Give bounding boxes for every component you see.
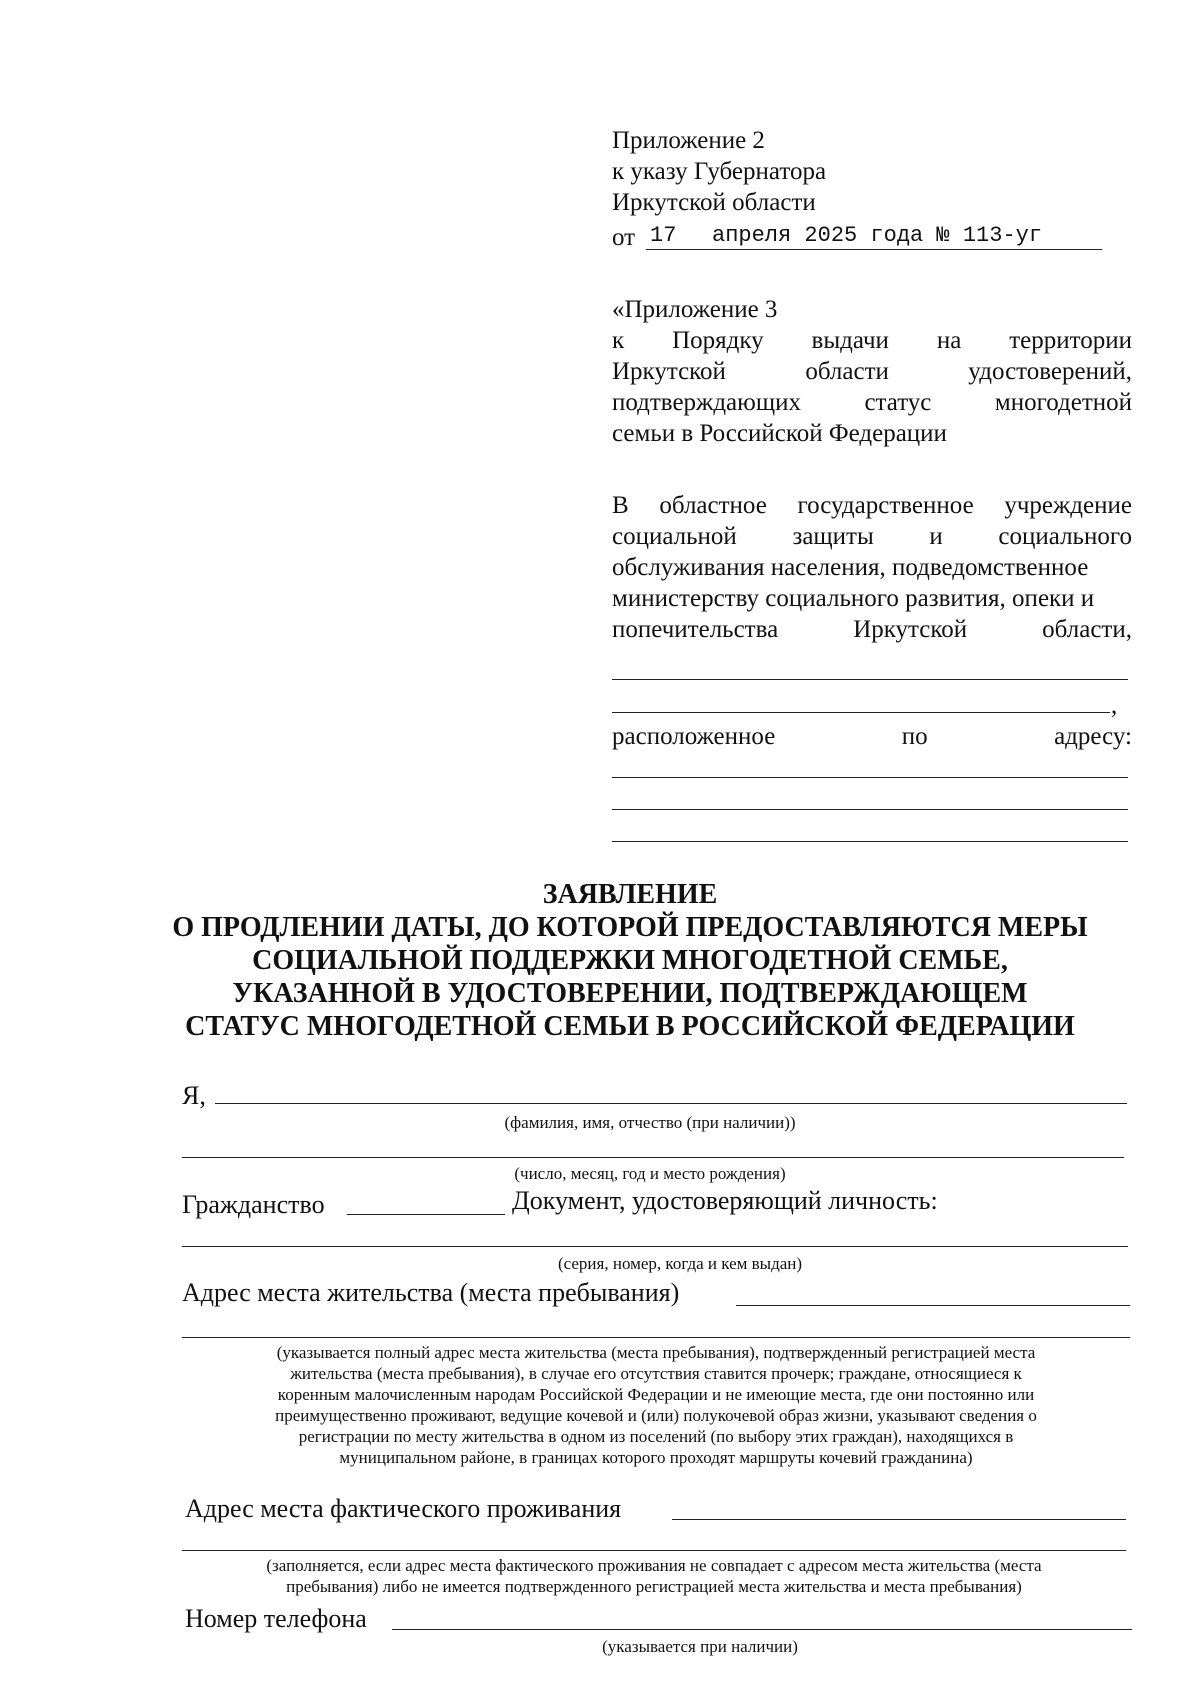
addressee-block bbox=[612, 490, 1132, 645]
located-line bbox=[612, 721, 1132, 752]
residence-hint bbox=[182, 1342, 1130, 1468]
hint-line: муниципальном районе, в границах которого проходят маршруты кочевий гражданина) bbox=[339, 1448, 973, 1467]
word: по bbox=[901, 723, 928, 750]
hint-line: регистрации по месту жительства в одном из поселений (по выбору этих граждан), находящихся в bbox=[298, 1427, 1014, 1446]
word: на bbox=[936, 327, 962, 354]
birth-hint: (число, месяц, год и место рождения) bbox=[514, 1164, 786, 1183]
citizenship-field[interactable] bbox=[347, 1214, 505, 1215]
appendix3-line-2 bbox=[612, 325, 1132, 356]
hint-line: преимущественно проживают, ведущие кочевой и (или) полукочевой образ жизни, указывают сведения о bbox=[275, 1406, 1037, 1425]
appendix-number: апреля 2025 года № 113-уг bbox=[712, 223, 1043, 248]
word: учреждение bbox=[1004, 492, 1132, 519]
title-line-3: СОЦИАЛЬНОЙ ПОДДЕРЖКИ МНОГОДЕТНОЙ СЕМЬЕ, bbox=[252, 945, 1008, 976]
residence-field-2[interactable] bbox=[182, 1337, 1130, 1338]
address-line-1[interactable] bbox=[612, 777, 1128, 778]
word: удостоверений, bbox=[968, 358, 1132, 385]
residence-label: Адрес места жительства (места пребывания) bbox=[182, 1278, 680, 1307]
word: социального bbox=[998, 523, 1132, 550]
word: к bbox=[612, 327, 625, 354]
word: Порядку bbox=[672, 327, 764, 354]
word: социальной bbox=[612, 523, 737, 550]
citizenship-label: Гражданство bbox=[182, 1190, 325, 1219]
title-line-5: СТАТУС МНОГОДЕТНОЙ СЕМЬИ В РОССИЙСКОЙ ФЕДЕРАЦИИ bbox=[185, 1011, 1075, 1042]
actual-address-field-2[interactable] bbox=[182, 1550, 1126, 1551]
word: территории bbox=[1009, 327, 1132, 354]
actual-address-field-1[interactable] bbox=[672, 1519, 1126, 1520]
phone-field[interactable] bbox=[392, 1629, 1132, 1630]
word: защиты bbox=[792, 523, 874, 550]
word: государственное bbox=[797, 492, 974, 519]
appendix-line-3: Иркутской области bbox=[612, 189, 816, 216]
phone-label: Номер телефона bbox=[185, 1604, 367, 1633]
address-line-2[interactable] bbox=[612, 809, 1128, 810]
appendix3-line-3 bbox=[612, 356, 1132, 387]
address-line-3[interactable] bbox=[612, 841, 1128, 842]
title-line-2: О ПРОДЛЕНИИ ДАТЫ, ДО КОТОРОЙ ПРЕДОСТАВЛЯЮТСЯ МЕРЫ bbox=[172, 912, 1088, 943]
word: статус bbox=[864, 389, 932, 416]
word: попечительства bbox=[612, 616, 779, 643]
document-hint: (серия, номер, когда и кем выдан) bbox=[557, 1254, 803, 1273]
hint-line: пребывания) либо не имеется подтвержденного регистрацией места жительства и места пребывания) bbox=[286, 1577, 1022, 1596]
appendix3-line-1: «Приложение 3 bbox=[612, 296, 778, 323]
actual-address-label: Адрес места фактического проживания bbox=[185, 1494, 622, 1523]
appendix-day: 17 bbox=[650, 223, 677, 248]
word: многодетной bbox=[994, 389, 1132, 416]
birth-field[interactable] bbox=[182, 1157, 1124, 1158]
actual-address-hint bbox=[182, 1555, 1126, 1597]
institution-comma: , bbox=[1111, 692, 1118, 719]
word: области bbox=[805, 358, 889, 385]
appendix-line-1: Приложение 2 bbox=[612, 127, 765, 154]
fio-field[interactable] bbox=[215, 1103, 1127, 1104]
appendix3-block bbox=[612, 294, 1132, 449]
residence-field-1[interactable] bbox=[736, 1305, 1130, 1306]
hint-line: коренным малочисленным народам Российской Федерации и не имеющие места, где они постоянно или bbox=[277, 1385, 1035, 1404]
hint-line: жительства (места пребывания), в случае его отсутствия ставится прочерк; граждане, относящиеся к bbox=[290, 1364, 1022, 1383]
word: областное bbox=[659, 492, 767, 519]
appendix-header bbox=[612, 125, 826, 218]
word: В bbox=[612, 492, 629, 519]
appendix-from-label: от bbox=[612, 224, 636, 251]
word: адресу: bbox=[1054, 723, 1132, 750]
appendix-date-line bbox=[612, 222, 1104, 254]
i-label: Я, bbox=[182, 1081, 206, 1110]
appendix3-line-4 bbox=[612, 387, 1132, 418]
word: Иркутской bbox=[853, 616, 968, 643]
word: расположенное bbox=[612, 723, 776, 750]
phone-hint: (указывается при наличии) bbox=[602, 1637, 798, 1656]
fio-hint: (фамилия, имя, отчество (при наличии)) bbox=[504, 1113, 796, 1132]
document-title bbox=[150, 878, 1110, 1043]
addressee-line-3: обслуживания населения, подведомственное bbox=[612, 554, 1089, 581]
document-field[interactable] bbox=[182, 1246, 1128, 1247]
word: подтверждающих bbox=[612, 389, 801, 416]
title-line-1: ЗАЯВЛЕНИЕ bbox=[542, 879, 718, 910]
appendix-line-2: к указу Губернатора bbox=[612, 158, 827, 185]
word: и bbox=[929, 523, 943, 550]
word: выдачи bbox=[811, 327, 889, 354]
addressee-line-1 bbox=[612, 490, 1132, 521]
institution-name-line-2[interactable] bbox=[612, 712, 1110, 713]
word: области, bbox=[1042, 616, 1132, 643]
appendix3-line-5: семьи в Российской Федерации bbox=[612, 420, 947, 447]
title-line-4: УКАЗАННОЙ В УДОСТОВЕРЕНИИ, ПОДТВЕРЖДАЮЩЕМ bbox=[232, 978, 1028, 1009]
hint-line: (заполняется, если адрес места фактического проживания не совпадает с адресом места жительства (места bbox=[266, 1556, 1042, 1575]
hint-line: (указывается полный адрес места жительства (места пребывания), подтвержденный регистрацией места bbox=[276, 1343, 1036, 1362]
addressee-line-4: министерству социального развития, опеки и bbox=[612, 585, 1095, 612]
addressee-line-5 bbox=[612, 614, 1132, 645]
word: Иркутской bbox=[612, 358, 726, 385]
institution-name-line-1[interactable] bbox=[612, 679, 1128, 680]
appendix-date-underline bbox=[646, 249, 1102, 250]
document-label: Документ, удостоверяющий личность: bbox=[512, 1186, 938, 1215]
addressee-line-2 bbox=[612, 521, 1132, 552]
